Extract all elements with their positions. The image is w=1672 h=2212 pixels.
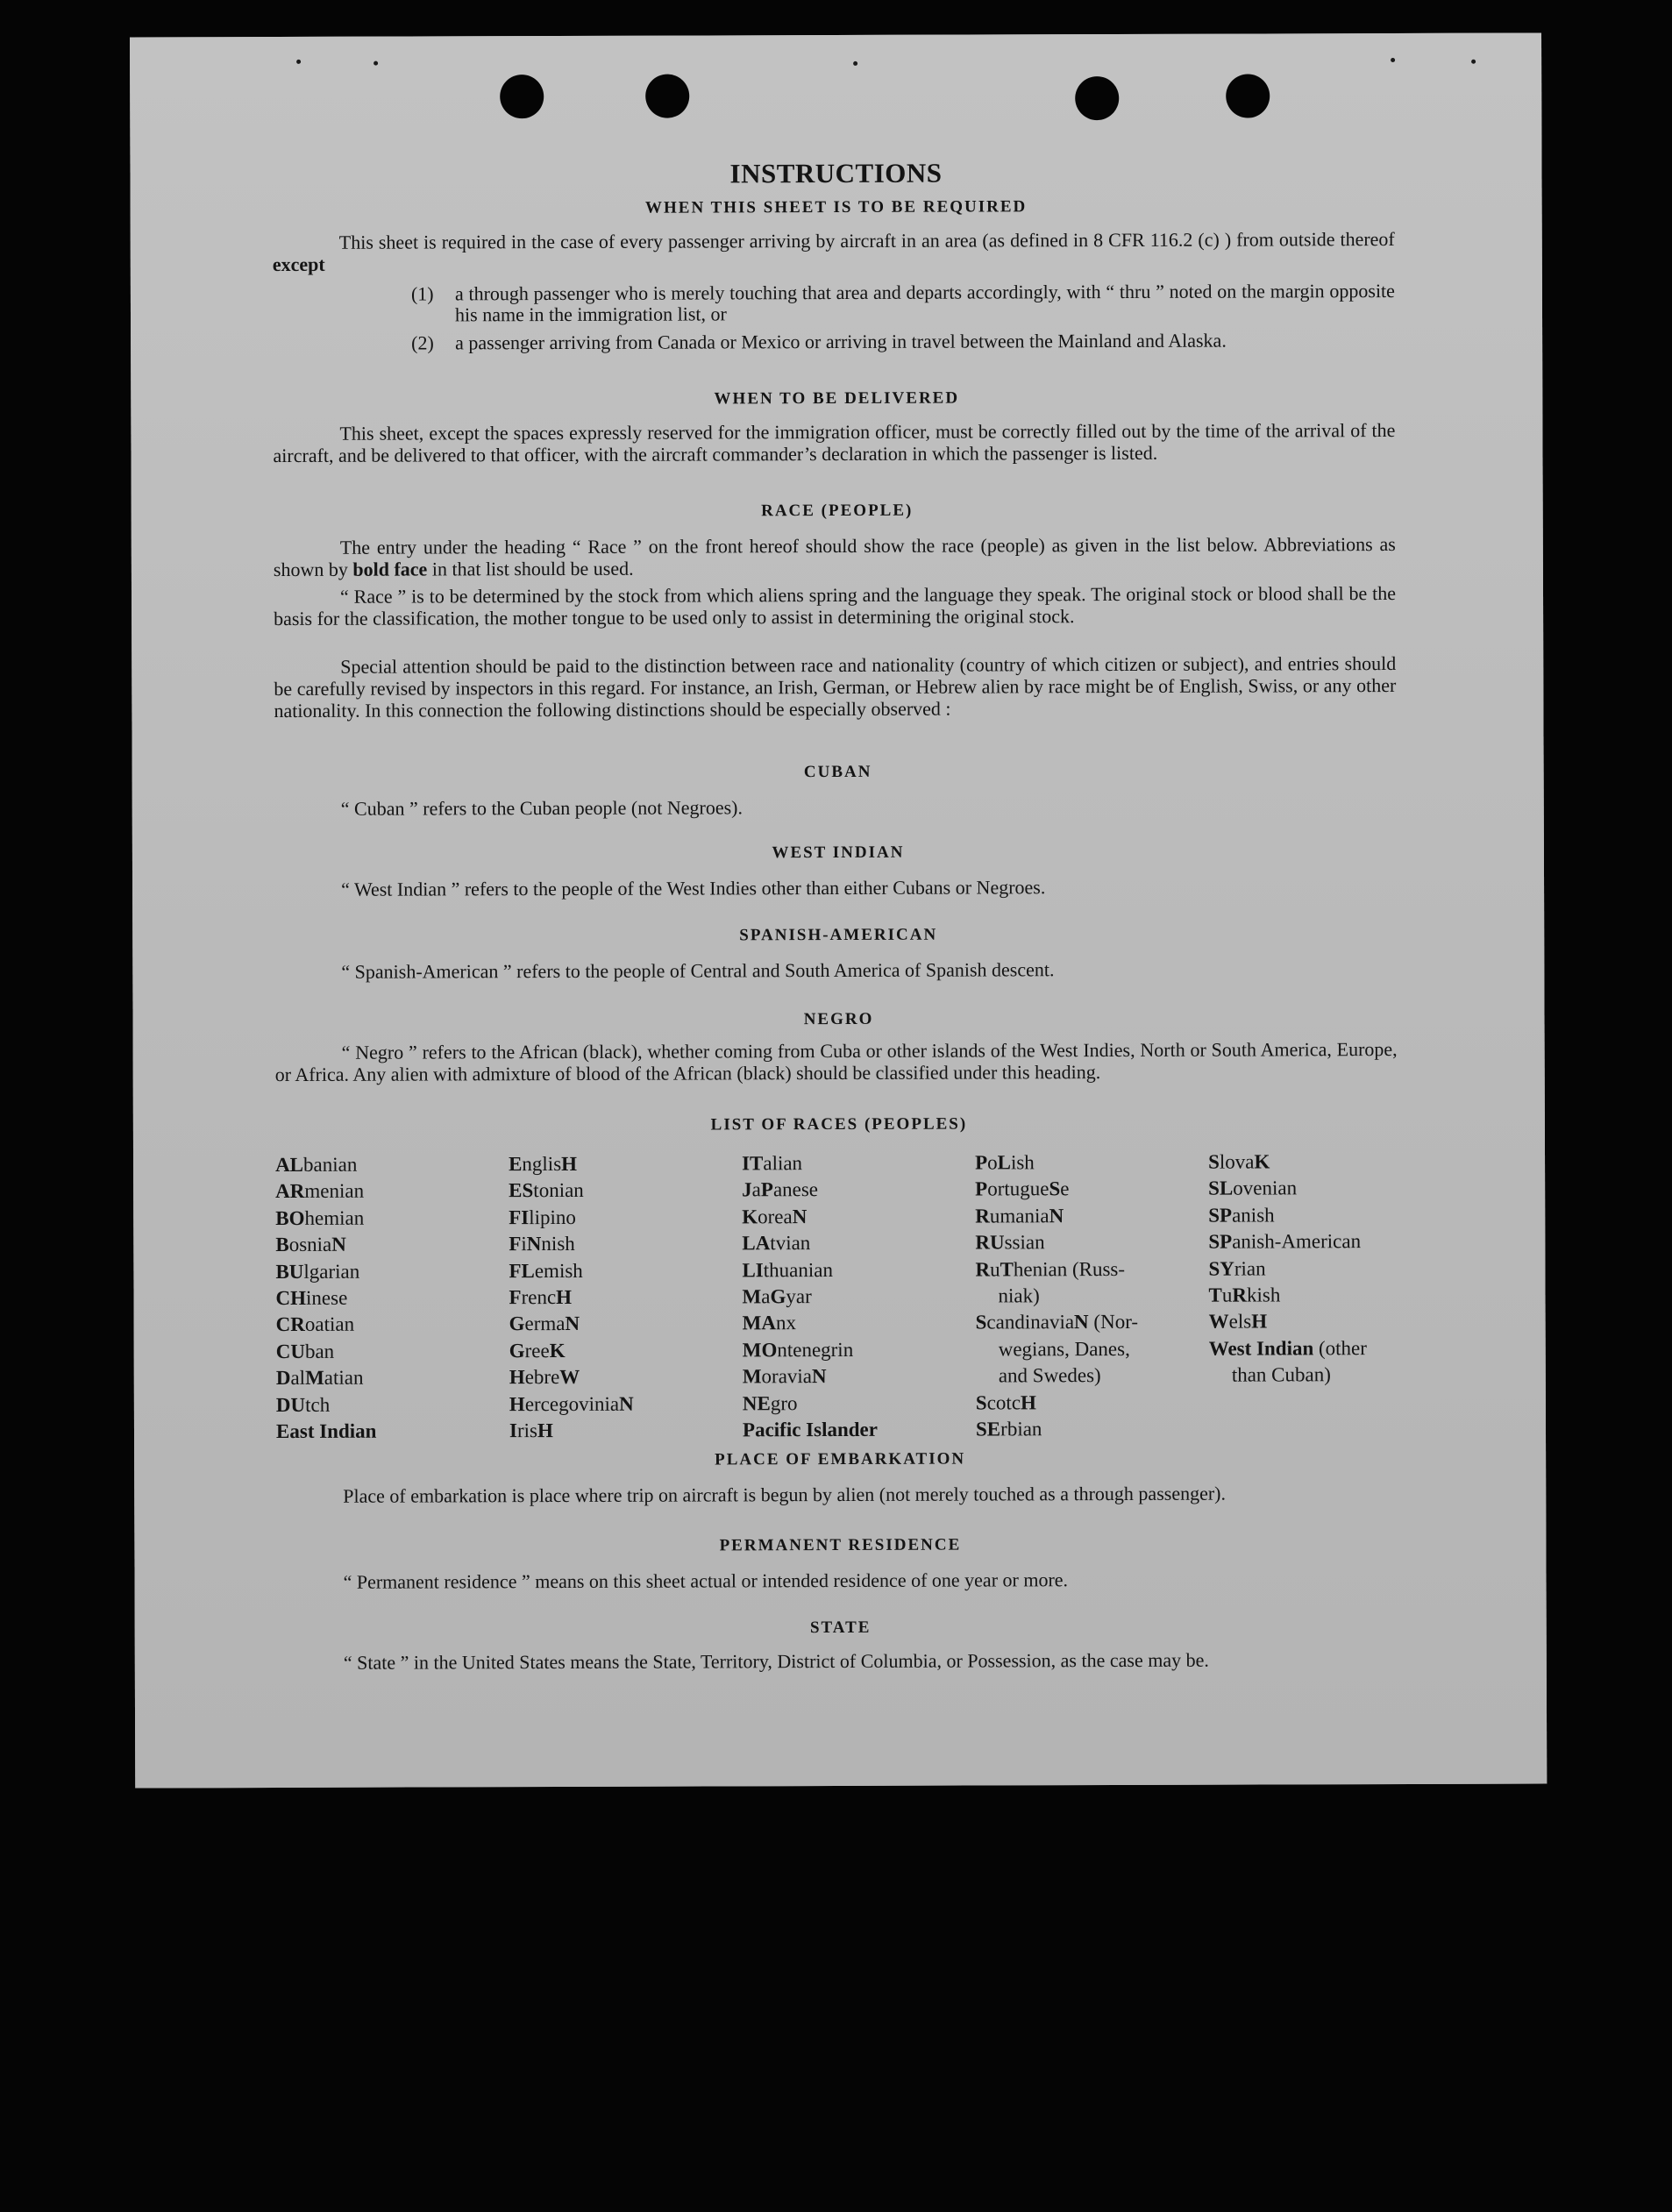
- race-item: RumaniaN: [975, 1205, 1064, 1227]
- instruction-sheet: [130, 32, 1547, 1788]
- dust-speck: [853, 61, 857, 66]
- race-item-continuation: and Swedes): [998, 1364, 1101, 1387]
- race-item: NEgro: [742, 1391, 798, 1414]
- race-item: WelsH: [1208, 1310, 1268, 1334]
- race-item: IrisH: [509, 1419, 553, 1442]
- race-item: MoraviaN: [742, 1365, 827, 1388]
- race-item: ScandinaviaN (Nor-: [975, 1311, 1139, 1334]
- exception-item-1: (1) a through passenger who is merely touching that area and departs accordingly, with “ thru ” noted on the margin opposite his name in the immigration list, or: [410, 279, 1395, 326]
- race-item: HebreW: [509, 1366, 580, 1389]
- heading-state: STATE: [809, 1618, 872, 1638]
- race-item-continuation: wegians, Danes,: [998, 1337, 1130, 1361]
- race-item: ITalian: [742, 1152, 803, 1175]
- dust-speck: [374, 61, 378, 66]
- heading-permanent-residence: PERMANENT RESIDENCE: [719, 1535, 962, 1555]
- heading-spanish-american: SPANISH-AMERICAN: [739, 925, 938, 945]
- race-item: SPanish-American: [1208, 1230, 1362, 1253]
- race-item: DUtch: [275, 1393, 331, 1416]
- negro-text: “ Negro ” refers to the African (black), whether coming from Cuba or other islands of the West Indies, North or South America, Europe, or Africa. Any alien with admixture of blood of the African (black) should be classified under this heading.: [274, 1037, 1398, 1086]
- race-item: LIthuanian: [742, 1258, 833, 1281]
- race-item: MAnx: [742, 1312, 796, 1334]
- race-item: ALbanian: [275, 1153, 358, 1177]
- race-item: GermaN: [509, 1312, 580, 1335]
- heading-when-delivered: WHEN TO BE DELIVERED: [714, 388, 960, 409]
- race-paragraph-2: “ Race ” is to be determined by the stock from which aliens spring and the language they speak. The original stock or blood shall be the basis for the classification, the mother tongue to be used only to assist in determining the original stock.: [274, 581, 1397, 630]
- race-column: [509, 1150, 729, 1444]
- binder-hole: [645, 75, 689, 118]
- race-paragraph-1: The entry under the heading “ Race ” on the front hereof should show the race (people) as given in the list below. Abbreviations as shown by bold face in that list should be used.: [273, 532, 1396, 581]
- state-text: “ State ” in the United States means the State, Territory, District of Columbia, or Possession, as the case may be.: [343, 1648, 1209, 1674]
- race-item: MOntenegrin: [742, 1338, 854, 1362]
- binder-hole: [500, 75, 544, 118]
- race-item: BOhemian: [275, 1206, 365, 1229]
- race-item: CHinese: [275, 1286, 348, 1310]
- race-item: TuRkish: [1208, 1284, 1281, 1306]
- race-item-continuation: than Cuban): [1231, 1363, 1331, 1386]
- race-column: [275, 1151, 495, 1445]
- race-item: West Indian (other: [1208, 1336, 1367, 1360]
- race-column: [975, 1149, 1186, 1443]
- race-item-continuation: niak): [998, 1284, 1040, 1307]
- race-item: ARmenian: [275, 1180, 365, 1203]
- race-item: MaGyar: [742, 1285, 812, 1308]
- race-item: KoreaN: [742, 1205, 808, 1228]
- spanish-american-text: “ Spanish-American ” refers to the people of Central and South America of Spanish descent.: [341, 958, 1055, 983]
- race-item: CUban: [275, 1340, 335, 1362]
- permanent-residence-text: “ Permanent residence ” means on this sheet actual or intended residence of one year or more.: [343, 1568, 1069, 1593]
- race-item: BosniaN: [275, 1233, 346, 1256]
- race-item: Pacific Islander: [742, 1418, 878, 1441]
- race-item: FLemish: [509, 1259, 583, 1282]
- binder-hole: [1075, 76, 1119, 120]
- heading-negro: NEGRO: [803, 1009, 874, 1029]
- west-indian-text: “ West Indian ” refers to the people of the West Indies other than either Cubans or Negroes.: [341, 876, 1046, 900]
- race-item: ScotcH: [975, 1391, 1036, 1414]
- race-item: East Indian: [275, 1419, 377, 1443]
- race-item: FrencH: [509, 1285, 573, 1309]
- dust-speck: [1471, 60, 1476, 64]
- race-item: RUssian: [975, 1231, 1045, 1254]
- race-item: RuThenian (Russ-: [975, 1257, 1126, 1281]
- heading-west-indian: WEST INDIAN: [772, 843, 905, 863]
- race-item: LAtvian: [742, 1232, 811, 1255]
- race-item: SPanish: [1208, 1204, 1275, 1227]
- race-paragraph-3: Special attention should be paid to the distinction between race and nationality (country of which citizen or subject), and entries should be carefully revised by inspectors in this regard. For instance, an Irish, German, or Hebrew alien by race might be of English, Swiss, or any other nationality. In this connection the following distinctions should be especially observed :: [274, 651, 1397, 722]
- race-item: FIlipino: [509, 1206, 576, 1228]
- when-required-intro: This sheet is required in the case of every passenger arriving by aircraft in an area (as defined in 8 CFR 116.2 (c) ) from outside thereof except: [272, 227, 1395, 276]
- race-item: BUlgarian: [275, 1260, 360, 1283]
- heading-race: RACE (PEOPLE): [761, 501, 914, 521]
- race-item: EnglisH: [509, 1152, 578, 1176]
- dust-speck: [1391, 58, 1395, 62]
- race-item: SErbian: [975, 1418, 1042, 1440]
- heading-when-required: WHEN THIS SHEET IS TO BE REQUIRED: [644, 197, 1028, 217]
- race-item: PortugueSe: [975, 1177, 1070, 1200]
- race-item: EStonian: [509, 1179, 584, 1202]
- race-item: SLovenian: [1208, 1177, 1298, 1200]
- race-item: JaPanese: [742, 1178, 819, 1201]
- heading-list-of-races: LIST OF RACES (PEOPLES): [710, 1114, 968, 1134]
- race-item: HercegoviniaN: [509, 1392, 634, 1415]
- heading-cuban: CUBAN: [803, 762, 872, 782]
- heading-embarkation: PLACE OF EMBARKATION: [715, 1449, 966, 1469]
- binder-hole: [1226, 74, 1270, 117]
- race-item: DalMatian: [275, 1366, 364, 1390]
- race-column: [1208, 1149, 1419, 1389]
- page-title: INSTRUCTIONS: [729, 157, 943, 189]
- race-column: [742, 1150, 962, 1444]
- dust-speck: [296, 60, 301, 64]
- exception-item-2: (2) a passenger arriving from Canada or Mexico or arriving in travel between the Mainland and Alaska.: [411, 329, 1227, 354]
- when-delivered-text: This sheet, except the spaces expressly reserved for the immigration officer, must be correctly filled out by the time of the arrival of the aircraft, and be delivered to that officer, with the aircraft commander’s declaration in which the passenger is listed.: [273, 418, 1396, 467]
- race-item: CRoatian: [275, 1313, 355, 1336]
- embarkation-text: Place of embarkation is place where trip on aircraft is begun by alien (not merely touched as a through passenger).: [343, 1482, 1227, 1507]
- race-item: GreeK: [509, 1339, 566, 1362]
- race-item: PoLish: [975, 1151, 1035, 1174]
- race-item: FiNnish: [509, 1233, 575, 1255]
- race-item: SYrian: [1208, 1257, 1266, 1280]
- race-item: SlovaK: [1208, 1150, 1270, 1173]
- cuban-text: “ Cuban ” refers to the Cuban people (not Negroes).: [340, 796, 743, 820]
